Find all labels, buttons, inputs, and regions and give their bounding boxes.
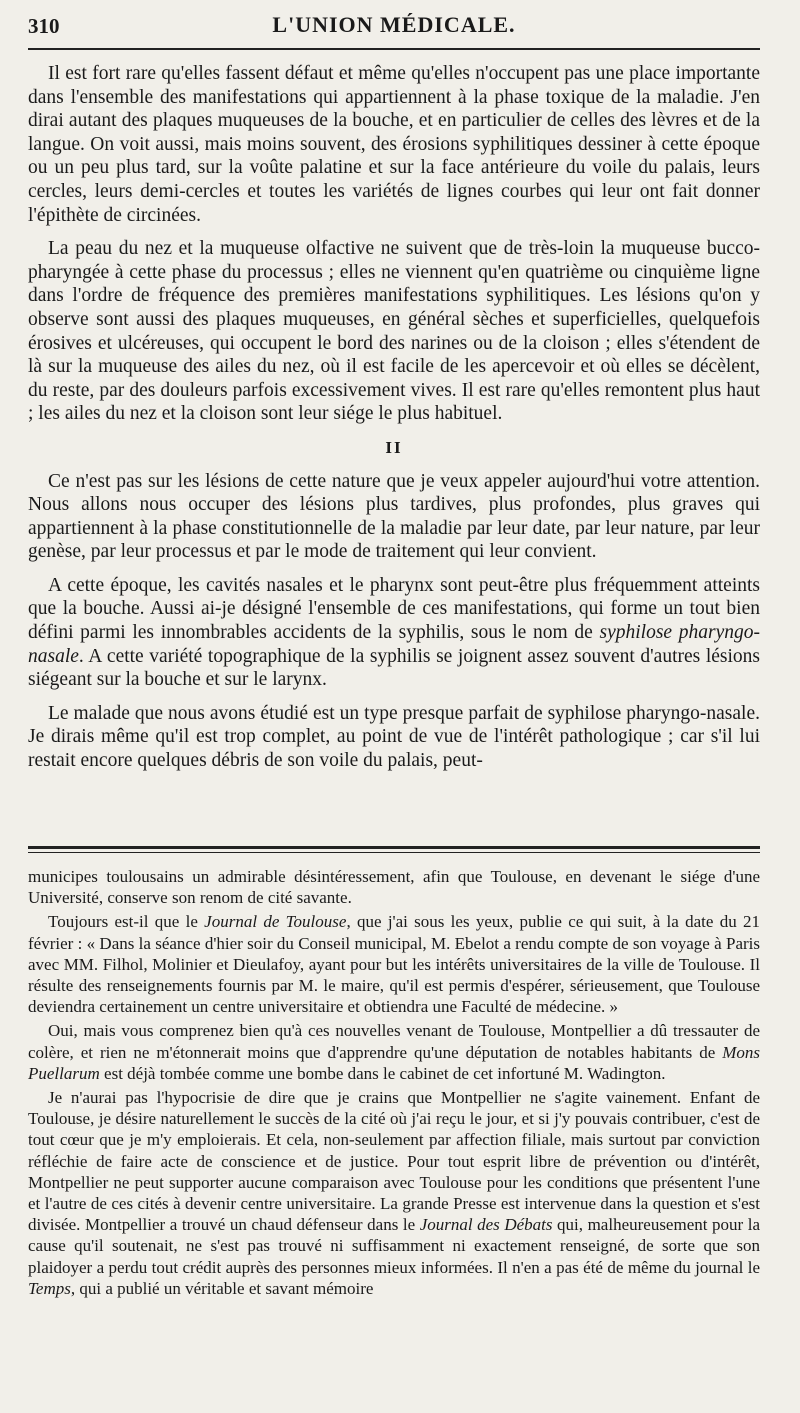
journal-name: Journal de Toulouse bbox=[204, 912, 347, 932]
paragraph-4-term: syphilose pharyngo-nasale bbox=[28, 622, 760, 667]
footnote-divider bbox=[28, 846, 760, 853]
main-article-text bbox=[28, 62, 760, 783]
footnote-paragraph-1: municipes toulousains un admirable désintéressement, afin que Toulouse, en devenant le siége d'une Université, conserve son renom de cité savante. bbox=[28, 867, 760, 908]
paragraph-2: La peau du nez et la muqueuse olfactive ne suivent que de très-loin la muqueuse bucco-pharyngée à cette phase du processus ; elles ne viennent qu'en quatrième ou cinquième ligne dans l'ordre de fréquence des premières manifestations syphilitiques. Les lésions qu'on y observe sont aussi des plaques muqueuses, en général sèches et superficielles, quelquefois érosives et ulcéreuses, qui occupent le bord des narines ou de la cloison ; elles s'étendent de là sur la muqueuse des ailes du nez, où il est facile de les apercevoir et où elles se décèlent, du reste, par des douleurs parfois excessivement vives. Il est rare qu'elles remontent plus haut ; les ailes du nez et la cloison sont leur siége le plus habituel. bbox=[28, 238, 760, 425]
paragraph-5: Le malade que nous avons étudié est un type presque parfait de syphilose pharyngo-nasale. Je dirais même qu'il est trop complet, au point de vue de l'intérêt pathologique ; car s'il lui restait encore quelques débris de son voile du palais, peut- bbox=[28, 702, 760, 772]
footnote-paragraph-2: Toujours est-il que le Journal de Toulouse, que j'ai sous les yeux, publie ce qui suit, à la date du 21 février : « Dans la séance d'hier soir du Conseil municipal, M. Ebelot a rendu compte de son voyage à Paris avec MM. Filhol, Molinier et Dieulafoy, ayant pour but les intérêts universitaires de la ville de Toulouse. Il résulte des renseignements fournis par M. le maire, qu'il est permis d'espérer, sérieusement, que Toulouse deviendra certainement un centre universitaire et obtiendra une Faculté de médecine. » bbox=[28, 912, 760, 1017]
header-rule bbox=[28, 48, 760, 50]
page-header bbox=[28, 0, 760, 46]
footnote-paragraph-3: Oui, mais vous comprenez bien qu'à ces nouvelles venant de Toulouse, Montpellier a dû tressauter de colère, et rien ne m'étonnerait moins que d'apprendre qu'une députation de notables habitants de Mons Puellarum est déjà tombée comme une bombe dans le cabinet de cet infortuné M. Wadington. bbox=[28, 1021, 760, 1083]
paragraph-4-start: A cette époque, les cavités nasales et le pharynx sont peut-être plus fréquemment atteints que la bouche. Aussi ai-je désigné l'ensemble de ces manifestations, qui forme un tout bien défini parmi les innombrables accidents de la syphilis, sous le nom de bbox=[28, 574, 760, 644]
feuilleton-footnote bbox=[28, 866, 760, 1302]
footnote-paragraph-4: Je n'aurai pas l'hypocrisie de dire que je crains que Montpellier ne s'agite vainement. Enfant de Toulouse, je désire naturellement le succès de la cité où j'ai reçu le jour, et si j'y pouvais contribuer, c'est de tout cœur que je m'y emploierais. Et cela, non-seulement par affection filiale, mais surtout par conviction réfléchie de faire acte de conscience et de justice. Pour tout esprit libre de prévention ou d'intérêt, Montpellier ne peut supporter aucune comparaison avec Toulouse pour les conditions que présentent l'une et l'autre de ces cités à devenir centre universitaire. La grande Presse est intervenue dans la question et s'est divisée. Montpellier a trouvé un chaud défenseur dans le Journal des Débats qui, malheureusement pour la cause qu'il soutenait, ne s'est pas trouvé ni suffisamment ni exactement renseigné, de sorte que son plaidoyer a perdu tout crédit auprès des personnes mieux informées. Il n'en a pas été de même du journal le Temps, qui a publié un véritable et savant mémoire bbox=[28, 1088, 760, 1298]
journal-name-temps: Temps bbox=[28, 1278, 71, 1298]
paragraph-3: Ce n'est pas sur les lésions de cette nature que je veux appeler aujourd'hui votre attention. Nous allons nous occuper des lésions plus tardives, plus profondes, plus graves qui appartiennent à la phase constitutionnelle de la maladie par leur date, par leur nature, par leur genèse, par leur processus et par le mode de traitement qui leur convient. bbox=[28, 470, 760, 563]
paragraph-1: Il est fort rare qu'elles fassent défaut et même qu'elles n'occupent pas une place importante dans l'ensemble des manifestations qui appartiennent à la phase toxique de la maladie. J'en dirai autant des plaques muqueuses de la bouche, et en particulier de celles des lèvres et de la langue. On voit aussi, mais moins souvent, des érosions syphilitiques dessiner à cette époque ou un peu plus tard, sur la voûte palatine et sur la face antérieure du voile du palais, leurs cercles, leurs demi-cercles et toutes les variétés de lignes courbes qui leur ont fait donner l'épithète de circinées. bbox=[28, 63, 760, 226]
journal-name-debats: Journal des Débats bbox=[419, 1215, 553, 1235]
paragraph-4-end: . A cette variété topographique de la syphilis se joignent assez souvent d'autres lésions siégeant sur la bouche et sur le larynx. bbox=[28, 645, 760, 691]
paragraph-4 bbox=[28, 574, 760, 692]
journal-title: L'UNION MÉDICALE. bbox=[272, 12, 516, 37]
page-number: 310 bbox=[28, 14, 60, 38]
section-numeral: II bbox=[385, 437, 403, 457]
latin-name: Mons Puellarum bbox=[28, 1042, 760, 1083]
